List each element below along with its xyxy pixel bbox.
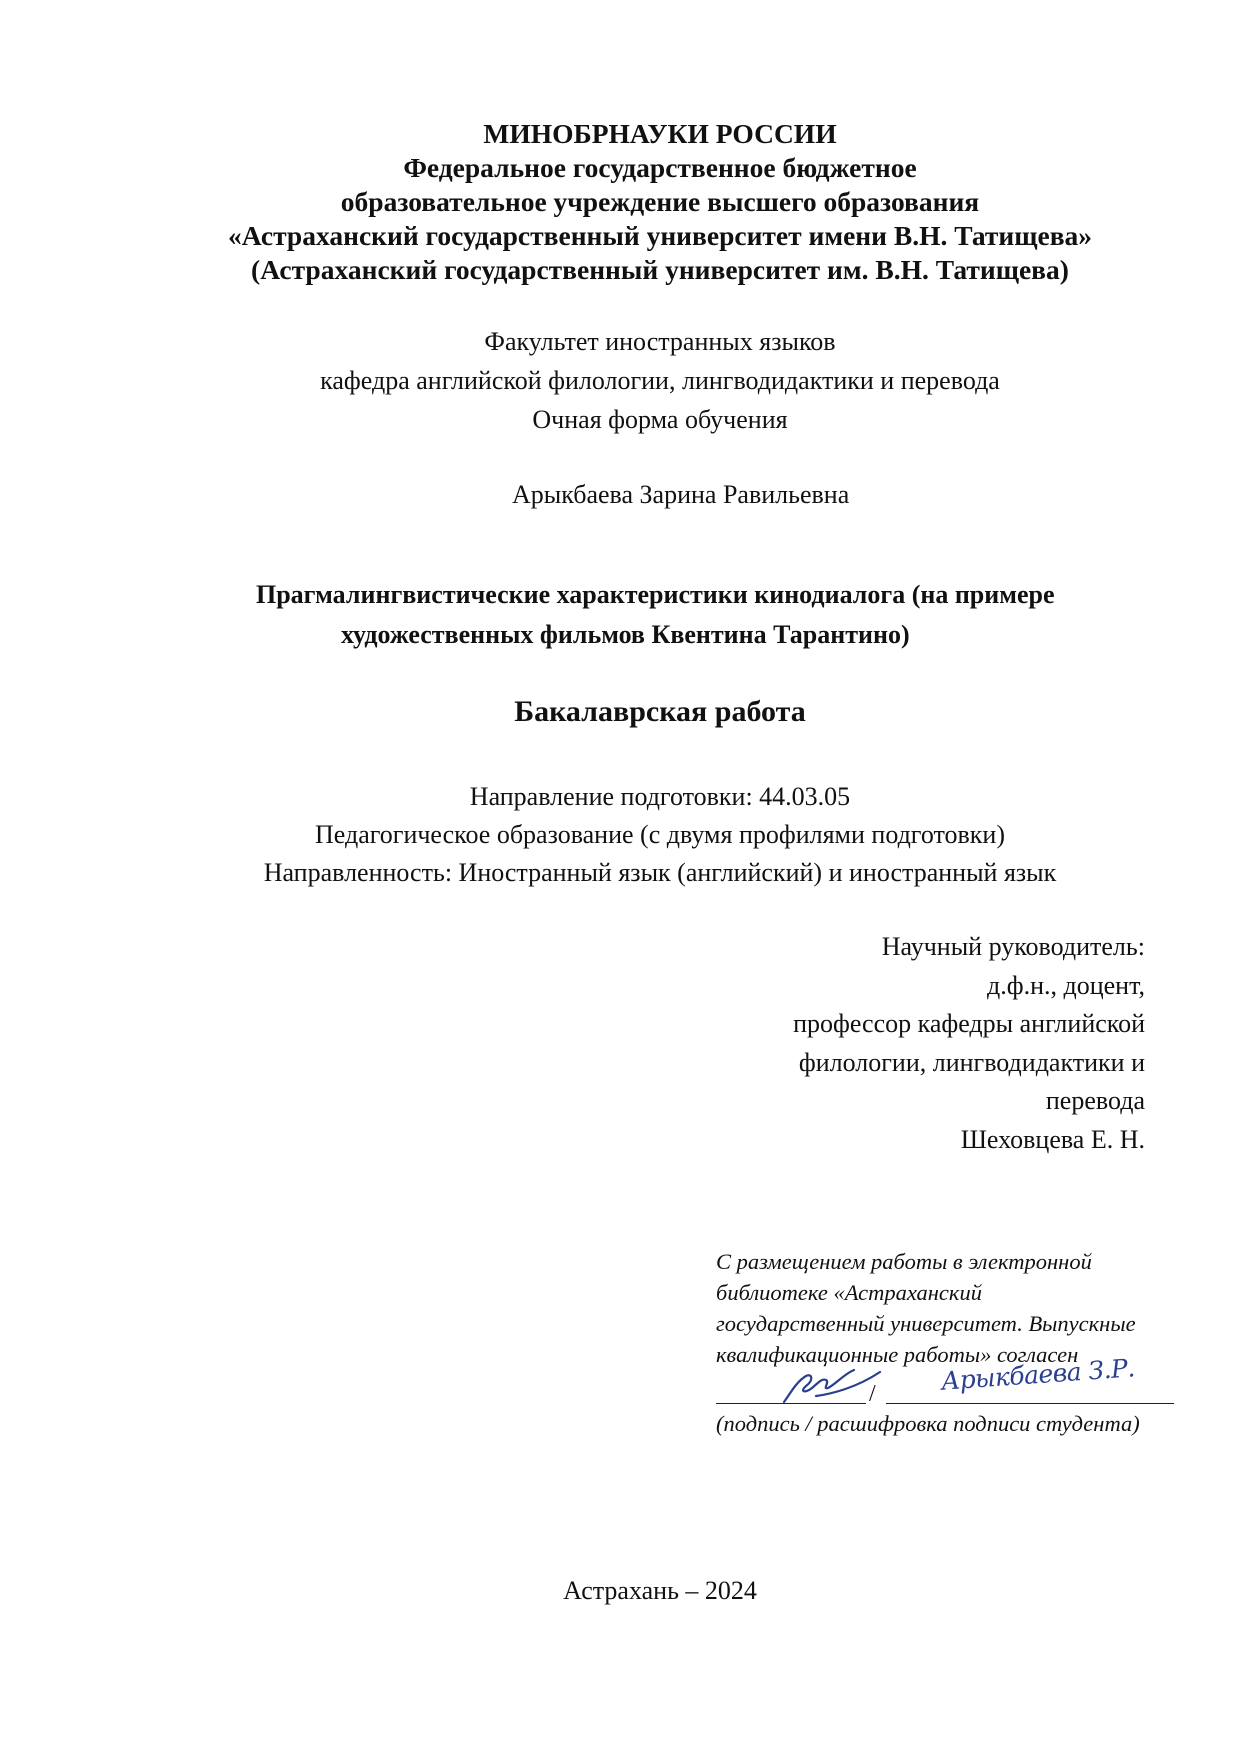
supervisor-label: Научный руководитель: [881,932,1145,961]
consent-line: С размещением работы в электронной [716,1249,1092,1274]
consent-line: квалификационные работы» согласен [716,1342,1079,1367]
direction-block [0,778,1240,892]
consent-line: библиотеке «Астраханский [716,1280,982,1305]
handwritten-signature [776,1364,886,1408]
supervisor-position: перевода [1045,1086,1145,1115]
handwritten-name-decoding: Арыкбаева З.Р. [940,1353,1136,1396]
supervisor-position: филологии, лингводидактики и [798,1047,1145,1077]
supervisor-position: профессор кафедры английской [793,1009,1145,1038]
ministry-header [0,117,1240,287]
thesis-title-line: художественных фильмов Квентина Тарантино) [341,620,910,649]
department-name: кафедра английской филологии, лингводидактики и перевода [320,366,1000,395]
faculty-block [0,322,1240,439]
signature-caption: (подпись / расшифровка подписи студента) [716,1411,1140,1436]
thesis-title-line: Прагмалингвистические характеристики кинодиалога (на примере [256,580,1055,609]
direction-focus: Направленность: Иностранный язык (английский) и иностранный язык [263,858,1057,887]
consent-statement [716,1246,1136,1370]
direction-code: Направление подготовки: 44.03.05 [469,782,851,811]
header-line: «Астраханский государственный университет имени В.Н. Татищева» [227,220,1093,251]
header-line: МИНОБРНАУКИ РОССИИ [483,118,837,149]
header-line: Федеральное государственное бюджетное [403,152,917,183]
place-year: Астрахань – 2024 [563,1576,757,1605]
student-name: Арыкбаева Зарина Равильевна [512,480,850,509]
header-line: (Астраханский государственный университет им. В.Н. Татищева) [251,254,1069,285]
work-type: Бакалаврская работа [514,695,806,728]
supervisor-name: Шеховцева Е. Н. [960,1124,1145,1154]
supervisor-degree: д.ф.н., доцент, [987,970,1145,1000]
supervisor-block [793,928,1145,1159]
direction-profile: Педагогическое образование (с двумя профилями подготовки) [315,820,1005,849]
header-line: образовательное учреждение высшего образования [340,186,980,217]
consent-line: государственный университет. Выпускные [716,1311,1136,1336]
faculty-name: Факультет иностранных языков [484,327,836,356]
study-form: Очная форма обучения [532,405,788,434]
signature-separator: / [869,1381,876,1407]
decoding-underline [886,1403,1174,1404]
